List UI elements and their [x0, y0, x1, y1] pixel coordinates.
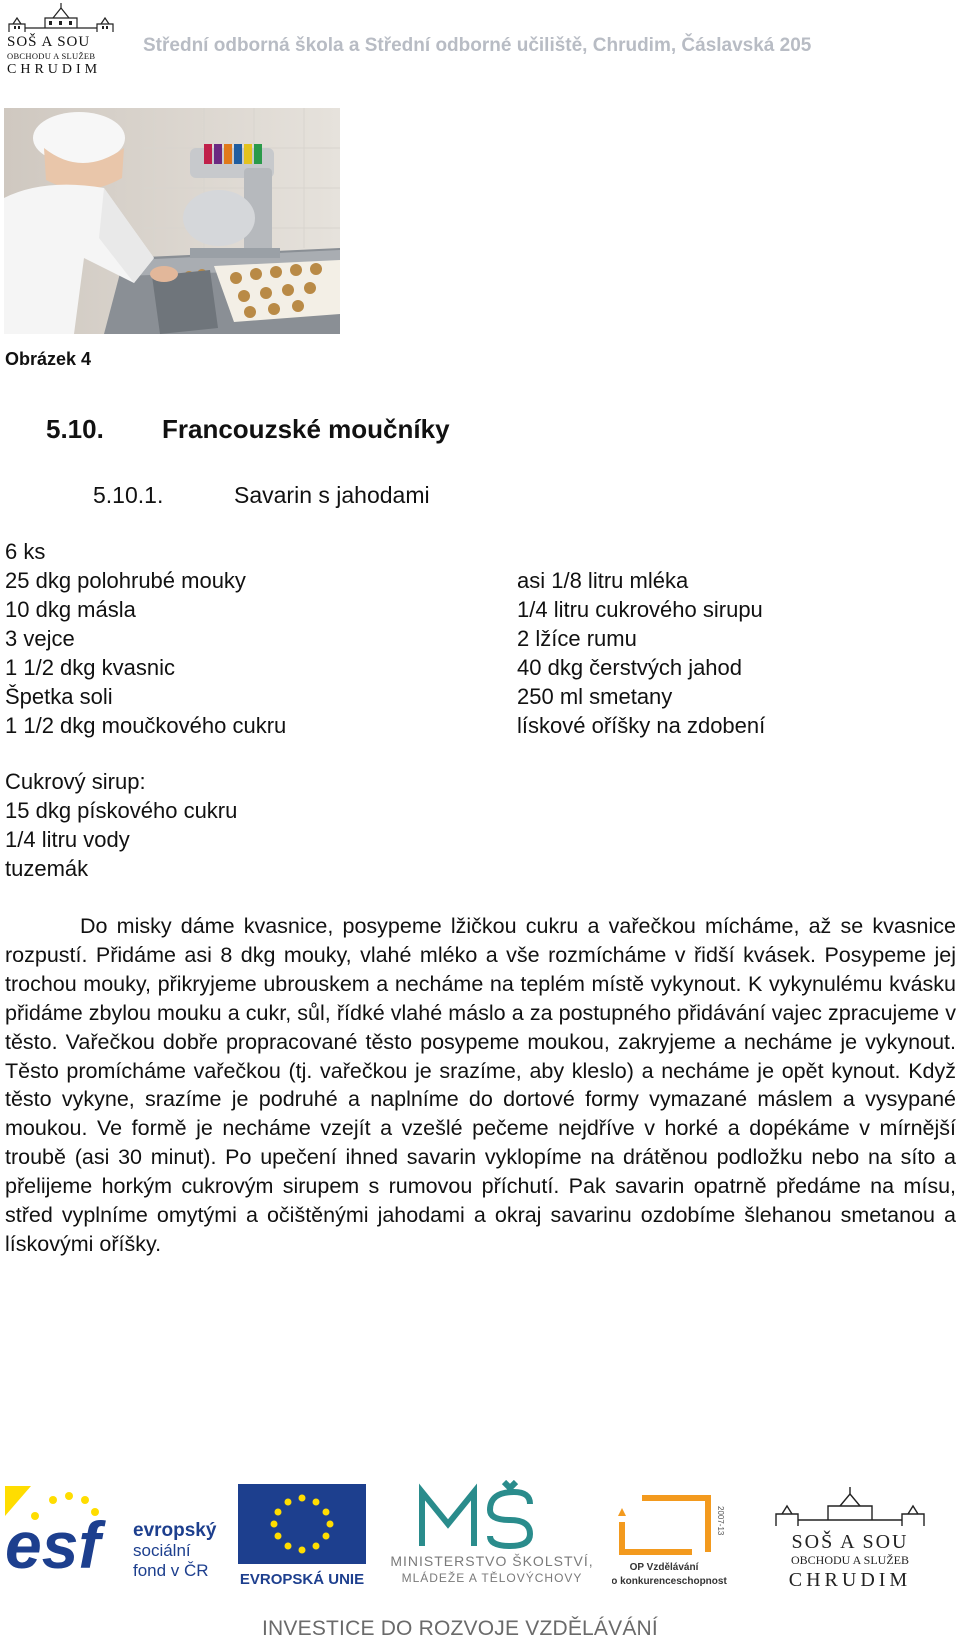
op-frame-icon — [622, 1498, 708, 1552]
ingredient-item: tuzemák — [5, 856, 89, 881]
msmt-mark-icon — [422, 1482, 530, 1546]
op-line-1: OP Vzdělávání — [629, 1562, 699, 1573]
esf-logo — [5, 1486, 223, 1582]
eu-logo — [238, 1484, 368, 1588]
castle-icon — [776, 1487, 924, 1526]
ingredient-item: 3 vejce — [5, 626, 75, 651]
school-footer-line-2: OBCHODU A SLUŽEB — [790, 1553, 910, 1567]
ingredient-item: lískové oříšky na zdobení — [517, 713, 766, 738]
figure-caption: Obrázek 4 — [5, 349, 92, 369]
esf-line-2: sociální — [133, 1541, 191, 1560]
syrup-ingredients — [5, 767, 237, 883]
esf-line-3: fond v ČR — [133, 1561, 209, 1580]
portions: 6 ks — [5, 539, 46, 564]
section-heading — [46, 414, 450, 445]
school-name-header: Střední odborná škola a Střední odborné učiliště, Chrudim, Čáslavská 205 — [143, 35, 812, 56]
school-logo-footer — [770, 1486, 930, 1590]
msmt-line-2: MLÁDEŽE A TĚLOVÝCHOVY — [401, 1571, 583, 1585]
op-year: 2007-13 — [716, 1506, 725, 1536]
castle-icon — [5, 2, 117, 34]
subsection-title: Savarin s jahodami — [234, 482, 430, 508]
footer-logos — [0, 1480, 960, 1641]
school-logo — [5, 2, 117, 80]
ingredients-left — [5, 566, 286, 740]
esf-mark: esf — [5, 1508, 101, 1582]
ingredient-item: asi 1/8 litru mléka — [517, 568, 689, 593]
ingredient-item: 1 1/2 dkg kvasnic — [5, 655, 175, 680]
logo-line-3: CHRUDIM — [7, 62, 102, 77]
instructions-paragraph: Do misky dáme kvasnice, posypeme lžičkou cukru a vařečkou mícháme, až se kvasnice rozpustí. Přidáme asi 8 dkg mouky, vlahé mléko a vše rozmícháme v řidší kvásek. Posypeme jej trochou mouky, přikryjeme ubrouskem a necháme na teplém místě vykynout. K vykynulému kvásku přidáme zbylou mouku a cukr, sůl, řídké vlahé máslo a za postupného přidávání vajec zpracujeme v těsto. Vařečkou dobře propracované těsto posypeme moukou, zakryjeme a necháme je vykynout. Těsto promícháme vařečkou (tj. vařečkou je srazíme, aby kleslo) a necháme je opět kynout. Když těsto vykyne, srazíme je podruhé a naplníme do dortové formy vymazané máslem a vysypané moukou. Ve formě je necháme vzejít a vzešlé pečeme nejdříve v horké a dopékáme v mírnější troubě (asi 30 minut). Po upečení ihned savarin vyklopíme na drátěnou podložku nebo na síto a přelijeme horkým cukrovým sirupem s rumovou příchutí. Pak savarin opatrně předáme na mísu, střed vyplníme omytými a očištěnými jahodami a okraj savarinu ozdobíme šlehanou smetanou a lískovými oříšky. — [5, 914, 956, 1256]
ingredient-item: 15 dkg pískového cukru — [5, 798, 238, 823]
op-line-2: pro konkurenceschopnost — [612, 1576, 727, 1587]
section-title: Francouzské moučníky — [162, 414, 450, 444]
msmt-logo — [378, 1480, 606, 1590]
ingredient-item: 25 dkg polohrubé mouky — [5, 568, 246, 593]
baking-photo — [4, 108, 340, 334]
ingredient-item: 40 dkg čerstvých jahod — [517, 655, 743, 680]
ingredient-item: 250 ml smetany — [517, 684, 673, 709]
school-footer-line-3: CHRUDIM — [788, 1569, 912, 1590]
section-number: 5.10. — [46, 414, 104, 444]
esf-line-1: evropský — [133, 1520, 217, 1541]
logo-line-1: SOŠ A SOU — [7, 34, 91, 50]
eu-label: EVROPSKÁ UNIE — [239, 1571, 365, 1588]
ingredient-item: 1/4 litru cukrového sirupu — [517, 597, 763, 622]
ingredient-item: 2 lžíce rumu — [517, 626, 637, 651]
ingredient-item: 10 dkg másla — [5, 597, 136, 622]
ingredients-right — [517, 566, 765, 740]
syrup-title: Cukrový sirup: — [5, 769, 146, 794]
ingredient-item: 1 1/2 dkg moučkového cukru — [5, 713, 287, 738]
op-logo — [612, 1492, 760, 1588]
subsection-number: 5.10.1. — [93, 482, 164, 508]
subsection-heading — [93, 482, 430, 509]
school-footer-line-1: SOŠ A SOU — [791, 1531, 909, 1553]
logo-line-2: OBCHODU A SLUŽEB — [7, 51, 96, 61]
ingredient-item: 1/4 litru vody — [5, 827, 130, 852]
msmt-line-1: MINISTERSTVO ŠKOLSTVÍ, — [390, 1553, 594, 1569]
investment-slogan: INVESTICE DO ROZVOJE VZDĚLÁVÁNÍ — [262, 1617, 658, 1640]
ingredient-item: Špetka soli — [5, 684, 113, 709]
